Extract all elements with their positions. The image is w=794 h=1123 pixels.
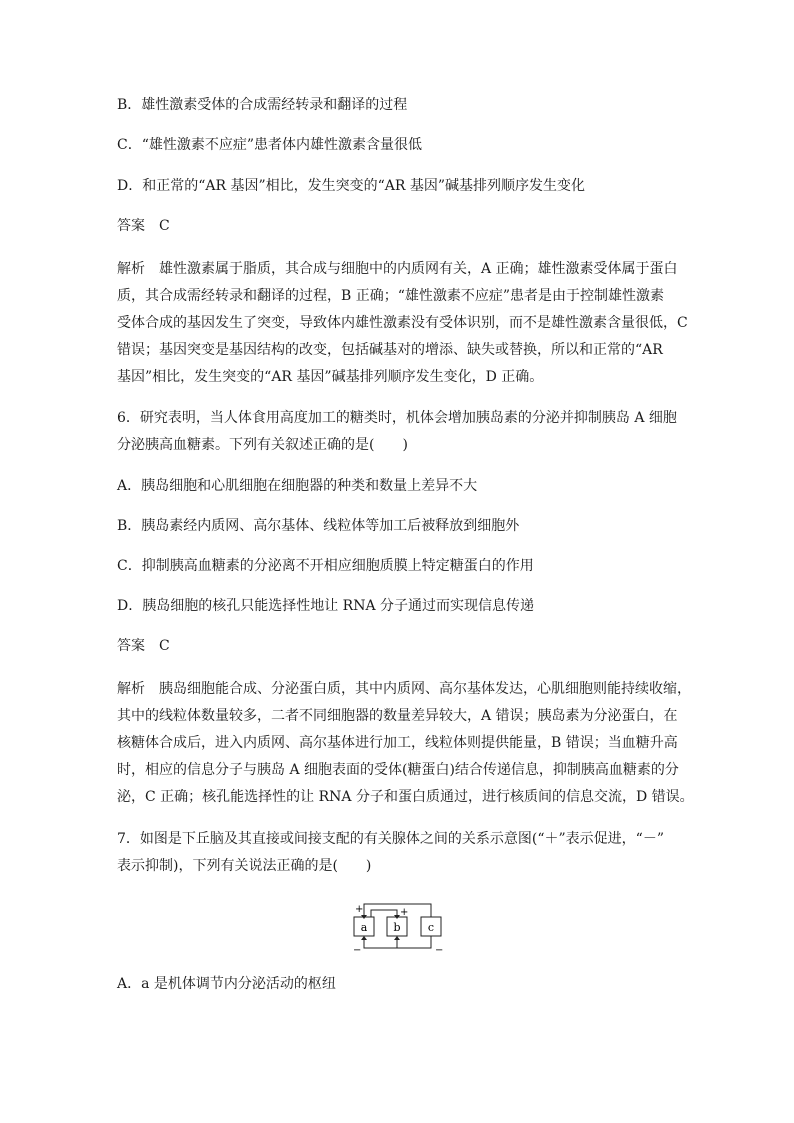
q6-stem-line: 6．研究表明，当人体食用高度加工的糖类时，机体会增加胰岛素的分泌并抑制胰岛 A 细胞 — [117, 410, 677, 426]
q6-analysis-line: 核糖体合成后，进入内质网、高尔基体进行加工，线粒体则提供能量，B 错误；当血糖升高 — [117, 735, 678, 751]
q6-option-c: C．抑制胰高血糖素的分泌离不开相应细胞质膜上特定糖蛋白的作用 — [117, 558, 534, 574]
q5-analysis — [117, 256, 688, 391]
q6-stem — [117, 405, 683, 459]
q5-analysis-line: 错误；基因突变是基因结构的改变，包括碱基对的增添、缺失或替换，所以和正常的“AR — [117, 342, 663, 358]
q6-analysis-line: 解析 胰岛细胞能合成、分泌蛋白质，其中内质网、高尔基体发达，心肌细胞则能持续收缩， — [117, 681, 691, 697]
q7-stem-line: 表示抑制)，下列有关说法正确的是( ) — [117, 858, 372, 874]
q5-option-d: D．和正常的“AR 基因”相比，发生突变的“AR 基因”碱基排列顺序发生变化 — [117, 178, 586, 194]
plus-sign-a: + — [355, 904, 364, 915]
q6-option-d: D．胰岛细胞的核孔只能选择性地让 RNA 分子通过而实现信息传递 — [117, 598, 535, 614]
q6-analysis-line: 其中的线粒体数量较多，二者不同细胞器的数量差异较大，A 错误；胰岛素为分泌蛋白，在 — [117, 708, 678, 724]
q6-analysis — [117, 676, 694, 811]
arrowhead-feedback-b — [394, 936, 400, 940]
q5-analysis-line: 受体合成的基因发生了突变，导致体内雄性激素没有受体识别，而不是雄性激素含量很低，C — [117, 315, 688, 331]
q5-option-b: B．雄性激素受体的合成需经转录和翻译的过程 — [117, 97, 408, 113]
arrowhead-feedback-a — [361, 936, 367, 940]
q6-analysis-line: 时，相应的信息分子与胰岛 A 细胞表面的受体(糖蛋白)结合传递信息，抑制胰高血糖素的分 — [117, 762, 679, 778]
q5-analysis-line: 质，其合成需经转录和翻译的过程，B 正确；“雄性激素不应症”患者是由于控制雄性激素 — [117, 288, 665, 304]
top-inner-path — [371, 910, 397, 917]
box-b-label: b — [393, 921, 401, 934]
q6-option-a: A．胰岛细胞和心肌细胞在细胞器的种类和数量上差异不大 — [117, 478, 478, 494]
q6-stem-line: 分泌胰高血糖素。下列有关叙述正确的是( ) — [117, 437, 408, 453]
q7-option-a: A．a 是机体调节内分泌活动的枢纽 — [117, 976, 336, 992]
q6-answer: 答案 C — [117, 638, 170, 654]
minus-sign-b: − — [435, 945, 444, 954]
q6-option-b: B．胰岛素经内质网、高尔基体、线粒体等加工后被释放到细胞外 — [117, 518, 520, 534]
box-a-label: a — [360, 921, 368, 934]
gland-relationship-diagram — [347, 898, 447, 954]
minus-sign-a: − — [353, 945, 362, 954]
plus-sign-b: + — [400, 907, 409, 918]
q5-analysis-line: 基因”相比，发生突变的“AR 基因”碱基排列顺序发生变化，D 正确。 — [117, 369, 544, 385]
q6-analysis-line: 泌，C 正确；核孔能选择性的让 RNA 分子和蛋白质通过，进行核质间的信息交流，D 错误。 — [117, 789, 694, 805]
diagram-svg — [347, 898, 447, 954]
q5-analysis-line: 解析 雄性激素属于脂质，其合成与细胞中的内质网有关，A 正确；雄性激素受体属于蛋白 — [117, 261, 678, 277]
q5-option-c: C．“雄性激素不应症”患者体内雄性激素含量很低 — [117, 137, 423, 153]
q5-answer: 答案 C — [117, 218, 170, 234]
box-c-label: c — [427, 921, 435, 934]
q7-stem-line: 7．如图是下丘脑及其直接或间接支配的有关腺体之间的关系示意图(“＋”表示促进，“－” — [117, 831, 664, 847]
q7-stem — [117, 826, 683, 880]
